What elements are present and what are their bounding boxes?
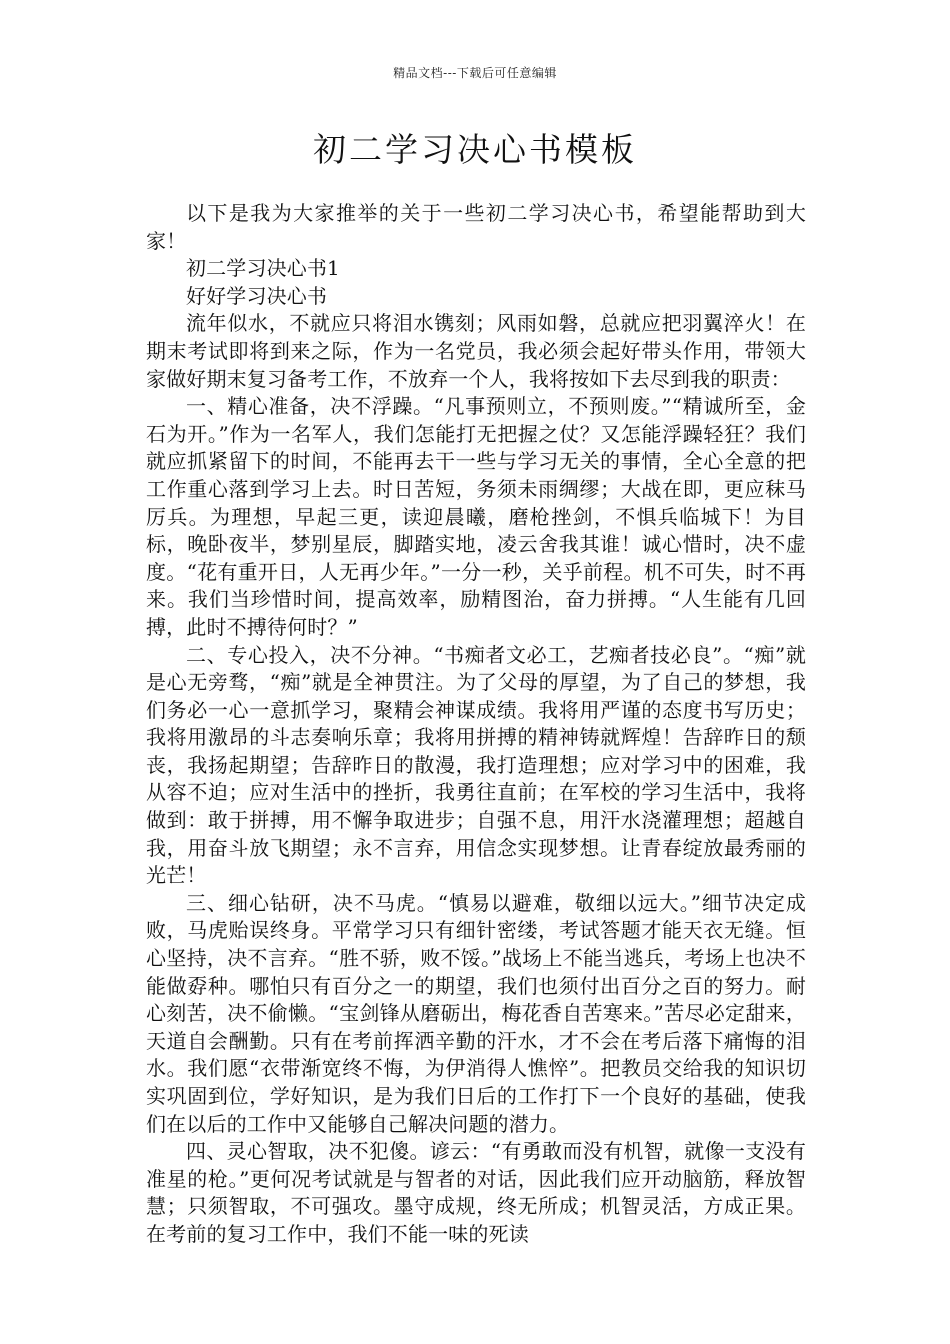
body-paragraph: 二、专心投入，决不分神。“书痴者文必工，艺痴者技必良”。“痴”就是心无旁骛，“痴”就是全神贯注。为了父母的厚望，为了自己的梦想，我们务必一心一意抓学习，聚精会神谋成绩。我将用严谨的态度书写历史；我将用激昂的斗志奏响乐章；我将用拼搏的精神铸就辉煌！告辞昨日的颓丧，我扬起期望；告辞昨日的散漫，我打造理想；应对学习中的困难，我从容不迫；应对生活中的挫折，我勇往直前；在军校的学习生活中，我将做到：敢于拼搏，用不懈争取进步；自强不息，用汗水浇灌理想；超越自我，用奋斗放飞期望；永不言弃，用信念实现梦想。让青春绽放最秀丽的光芒！ [146, 642, 806, 888]
body-paragraph: 四、灵心智取，决不犯傻。谚云：“有勇敢而没有机智，就像一支没有准星的枪。”更何况考试就是与智者的对话，因此我们应开动脑筋，释放智慧；只须智取，不可强攻。墨守成规，终无所成；机智灵活，方成正果。在考前的复习工作中，我们不能一味的死读 [146, 1139, 806, 1246]
section-heading: 初二学习决心书1 [186, 256, 340, 281]
body-paragraph: 一、精心准备，决不浮躁。“凡事预则立，不预则废。”“精诚所至，金石为开。”作为一名军人，我们怎能打无把握之仗？又怎能浮躁轻狂？我们就应抓紧留下的时间，不能再去干一些与学习无关的事情，全心全意的把工作重心落到学习上去。时日苦短，务须未雨绸缪；大战在即，更应秣马厉兵。为理想，早起三更，读迎晨曦，磨枪挫剑，不惧兵临城下！为目标，晚卧夜半，梦别星辰，脚踏实地，凌云舍我其谁！诚心惜时，决不虚度。“花有重开日，人无再少年。”一分一秒，关乎前程。机不可失，时不再来。我们当珍惜时间，提高效率，励精图治，奋力拼搏。“人生能有几回搏，此时不搏待何时？” [146, 394, 806, 639]
subsection-heading: 好好学习决心书 [186, 283, 328, 308]
document-title: 初二学习决心书模板 [313, 130, 637, 169]
header-note: 精品文档---下载后可任意编辑 [393, 66, 557, 80]
intro-paragraph: 以下是我为大家推举的关于一些初二学习决心书，希望能帮助到大家！ [146, 201, 806, 253]
document-body [146, 200, 806, 1249]
body-paragraph: 三、细心钻研，决不马虎。“慎易以避难，敬细以远大。”细节决定成败，马虎贻误终身。平常学习只有细针密缕，考试答题才能天衣无缝。恒心坚持，决不言弃。“胜不骄，败不馁。”战场上不能当逃兵，考场上也决不能做孬种。哪怕只有百分之一的期望，我们也须付出百分之百的努力。耐心刻苦，决不偷懒。“宝剑锋从磨砺出，梅花香自苦寒来。”苦尽必定甜来，天道自会酬勤。只有在考前挥洒辛勤的汗水，才不会在考后落下痛悔的泪水。我们愿“衣带渐宽终不悔，为伊消得人憔悴”。把教员交给我的知识切实巩固到位，学好知识，是为我们日后的工作打下一个良好的基础，使我们在以后的工作中又能够自己解决问题的潜力。 [146, 890, 806, 1136]
body-paragraph: 流年似水，不就应只将泪水镌刻；风雨如磐，总就应把羽翼淬火！在期末考试即将到来之际，作为一名党员，我必须会起好带头作用，带领大家做好期末复习备考工作，不放弃一个人，我将按如下去尽到我的职责： [146, 311, 806, 391]
